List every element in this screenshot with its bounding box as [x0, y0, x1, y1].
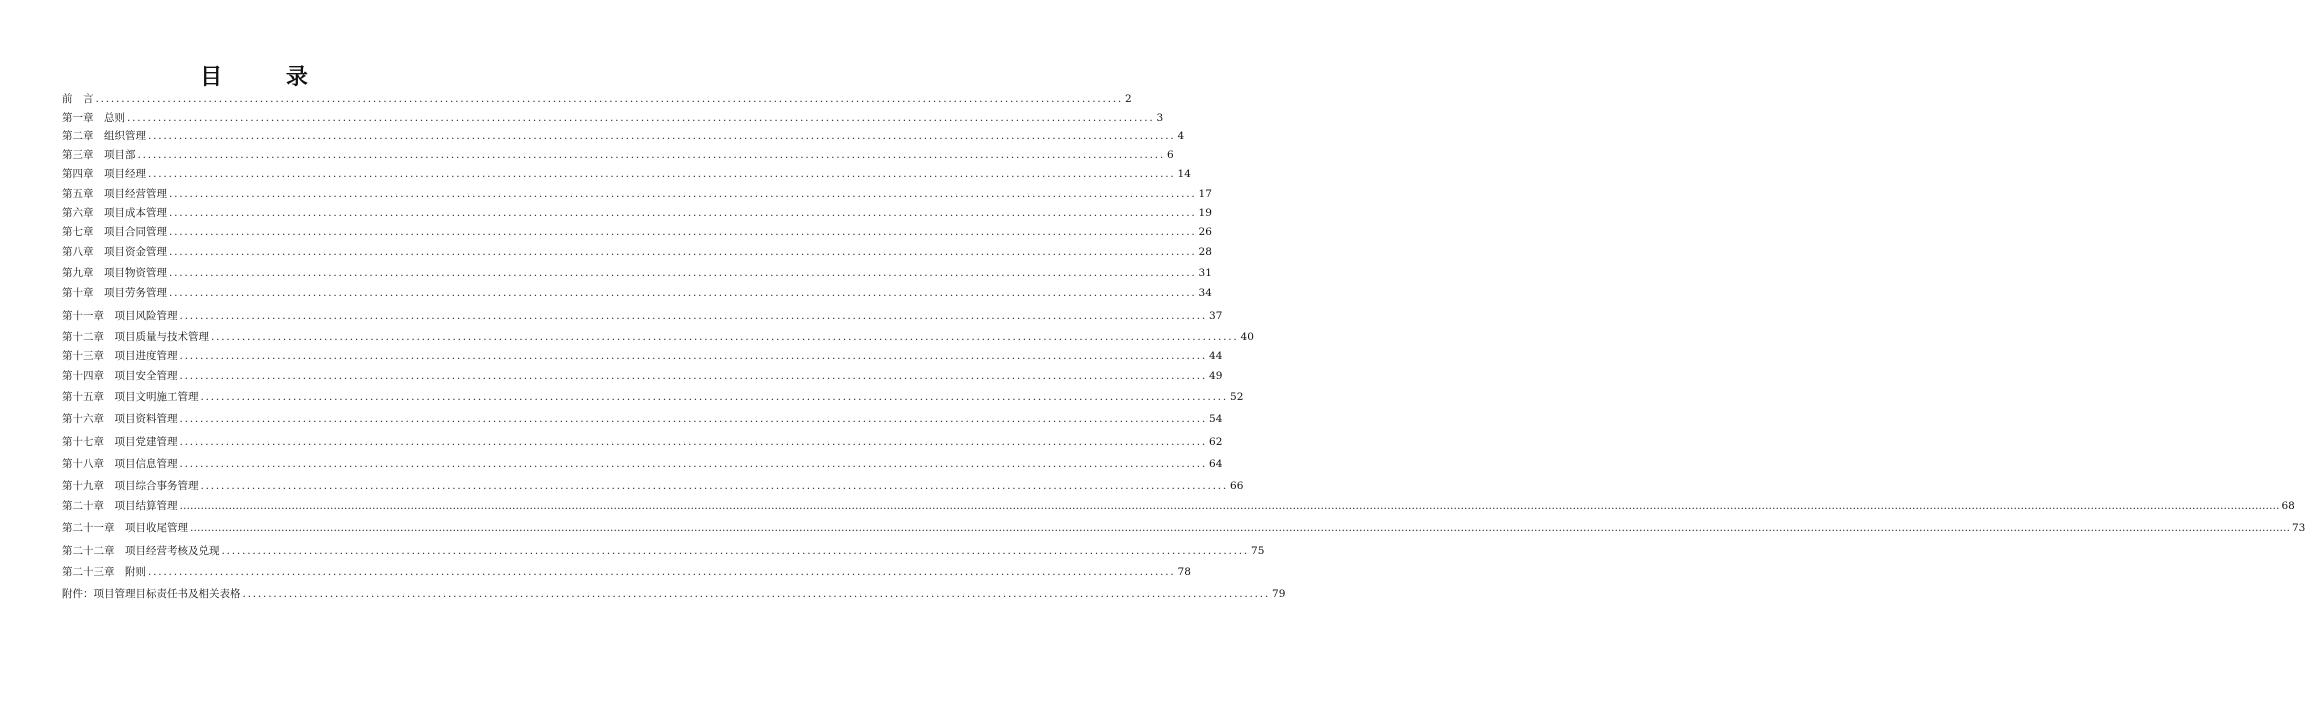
toc-entry-label: 第二十二章 项目经营考核及兑现 — [62, 545, 220, 557]
toc-page-number: 62 — [1209, 436, 1223, 448]
toc-entry-label: 第十五章 项目文明施工管理 — [62, 391, 199, 403]
toc-leader: ........................................................................................................................................................................................................ — [221, 545, 1250, 557]
toc-page-number: 37 — [1209, 310, 1223, 322]
toc-page-number: 64 — [1209, 458, 1223, 470]
toc-leader: ........................................................................................................................................................................................................ — [169, 267, 1197, 279]
toc-entry-label: 第七章 项目合同管理 — [62, 225, 167, 238]
toc-leader: ........................................................................................................................................................................................................ — [169, 225, 1197, 238]
toc-leader: ........................................................................................................................................................................................................ — [200, 480, 1229, 492]
toc-page-number: 52 — [1230, 391, 1244, 403]
toc-entry[interactable] — [62, 477, 1244, 495]
toc-entry[interactable] — [62, 127, 1185, 145]
toc-page-number: 68 — [2281, 500, 2295, 512]
toc-entry-label: 第十三章 项目进度管理 — [62, 349, 178, 362]
toc-page-number: 73 — [2292, 522, 2305, 534]
toc-entry[interactable] — [62, 347, 1223, 365]
toc-leader: ........................................................................................................................................................................................................ — [179, 310, 1208, 322]
toc-entry-label: 第十章 项目劳务管理 — [62, 286, 167, 299]
toc-entry[interactable] — [62, 563, 1191, 581]
toc-leader: ........................................................................................................................................................................................................ — [169, 206, 1197, 219]
toc-page-number: 75 — [1251, 545, 1265, 557]
toc-entry-label: 第二章 组织管理 — [62, 130, 146, 142]
toc-entry-label: 第六章 项目成本管理 — [62, 206, 167, 219]
toc-entry[interactable] — [62, 223, 1212, 241]
toc-page-number: 3 — [1156, 111, 1164, 124]
toc-page-number: 26 — [1198, 225, 1212, 238]
toc-entry-label: 第一章 总则 — [62, 111, 125, 124]
toc-entry[interactable] — [62, 243, 1212, 261]
toc-entry[interactable] — [62, 367, 1223, 385]
toc-leader: ........................................................................................................................................................................................................ — [211, 331, 1239, 343]
toc-entry-label: 第五章 项目经营管理 — [62, 187, 167, 200]
toc-page-number: 40 — [1240, 331, 1254, 343]
toc-page-number: 4 — [1177, 130, 1185, 142]
toc-leader: ........................................................................................................................................................................................................ — [95, 93, 1124, 105]
page-title: 目 录 — [200, 64, 336, 90]
toc-page-number: 79 — [1272, 588, 1286, 600]
toc-entry[interactable] — [62, 204, 1212, 222]
toc-entry[interactable] — [62, 542, 1265, 560]
toc-entry-label: 第十四章 项目安全管理 — [62, 370, 178, 382]
toc-entry[interactable] — [62, 109, 1164, 127]
toc-leader: ........................................................................................................................................................................................................ — [179, 370, 1208, 382]
toc-entry[interactable] — [62, 388, 1244, 406]
toc-entry[interactable] — [62, 284, 1212, 302]
toc-leader: …………………………………………………………………………………………………………………………………………………………………………………………………………………………………………………………………………………………………………………………………………………………………………………………………………………………………………………………………………………………………………………………………………………… — [190, 522, 2290, 534]
toc-entry-label: 第十七章 项目党建管理 — [62, 436, 178, 448]
toc-page-number: 78 — [1177, 566, 1191, 578]
toc-page-number: 34 — [1198, 286, 1212, 299]
toc-leader: ........................................................................................................................................................................................................ — [242, 588, 1271, 600]
toc-entry-label: 第二十三章 附则 — [62, 566, 146, 578]
toc-leader: ........................................................................................................................................................................................................ — [169, 187, 1197, 200]
toc-entry-label: 第十九章 项目综合事务管理 — [62, 480, 199, 492]
toc-page-number: 31 — [1198, 267, 1212, 279]
toc-page-number: 17 — [1198, 187, 1212, 200]
toc-leader: ........................................................................................................................................................................................................ — [179, 458, 1208, 470]
toc-page-number: 19 — [1198, 206, 1212, 219]
toc-leader: ........................................................................................................................................................................................................ — [169, 246, 1197, 258]
toc-entry[interactable] — [62, 90, 1132, 108]
toc-leader: ........................................................................................................................................................................................................ — [179, 349, 1208, 362]
toc-entry[interactable] — [62, 433, 1223, 451]
toc-entry[interactable] — [62, 585, 1286, 603]
toc-page-number: 14 — [1177, 168, 1191, 180]
toc-page-number: 49 — [1209, 370, 1223, 382]
toc-entry[interactable] — [62, 410, 1223, 428]
toc-entry[interactable] — [62, 519, 2305, 537]
toc-entry-label: 第二十章 项目结算管理 — [62, 500, 178, 512]
toc-page-number: 54 — [1209, 413, 1223, 425]
toc-page-number: 2 — [1125, 93, 1132, 105]
toc-leader: ........................................................................................................................................................................................................ — [179, 436, 1208, 448]
toc-entry-label: 第十二章 项目质量与技术管理 — [62, 331, 209, 343]
toc-leader: …………………………………………………………………………………………………………………………………………………………………………………………………………………………………………………………………………………………………………………………………………………………………………………………………………………………………………………………………………………………………………………………………………………… — [179, 500, 2280, 512]
toc-page-number: 28 — [1198, 246, 1212, 258]
toc-entry[interactable] — [62, 455, 1223, 473]
toc-entry[interactable] — [62, 497, 2295, 515]
toc-entry-label: 第三章 项目部 — [62, 149, 136, 161]
toc-entry[interactable] — [62, 328, 1254, 346]
toc-entry[interactable] — [62, 307, 1223, 325]
toc-entry[interactable] — [62, 264, 1212, 282]
toc-page-number: 44 — [1209, 349, 1223, 362]
toc-entry[interactable] — [62, 146, 1174, 164]
toc-entry-label: 第十八章 项目信息管理 — [62, 458, 178, 470]
toc-page-number: 6 — [1167, 149, 1174, 161]
toc-leader: ........................................................................................................................................................................................................ — [169, 286, 1197, 299]
toc-leader: ........................................................................................................................................................................................................ — [127, 111, 1155, 124]
toc-entry-label: 第八章 项目资金管理 — [62, 246, 167, 258]
toc-entry[interactable] — [62, 185, 1212, 203]
toc-entry-label: 前 言 — [62, 93, 94, 105]
toc-leader: ........................................................................................................................................................................................................ — [137, 149, 1166, 161]
toc-leader: ........................................................................................................................................................................................................ — [148, 168, 1176, 180]
toc-leader: ........................................................................................................................................................................................................ — [148, 566, 1176, 578]
toc-entry-label: 第二十一章 项目收尾管理 — [62, 522, 188, 534]
toc-entry-label: 附件：项目管理目标责任书及相关表格 — [62, 588, 241, 600]
toc-page-number: 66 — [1230, 480, 1244, 492]
toc-entry[interactable] — [62, 165, 1191, 183]
toc-entry-label: 第十一章 项目风险管理 — [62, 310, 178, 322]
toc-entry-label: 第十六章 项目资料管理 — [62, 413, 178, 425]
toc-entry-label: 第四章 项目经理 — [62, 168, 146, 180]
toc-entry-label: 第九章 项目物资管理 — [62, 267, 167, 279]
toc-leader: ........................................................................................................................................................................................................ — [200, 391, 1229, 403]
toc-leader: ........................................................................................................................................................................................................ — [179, 413, 1208, 425]
toc-leader: ........................................................................................................................................................................................................ — [148, 130, 1176, 142]
